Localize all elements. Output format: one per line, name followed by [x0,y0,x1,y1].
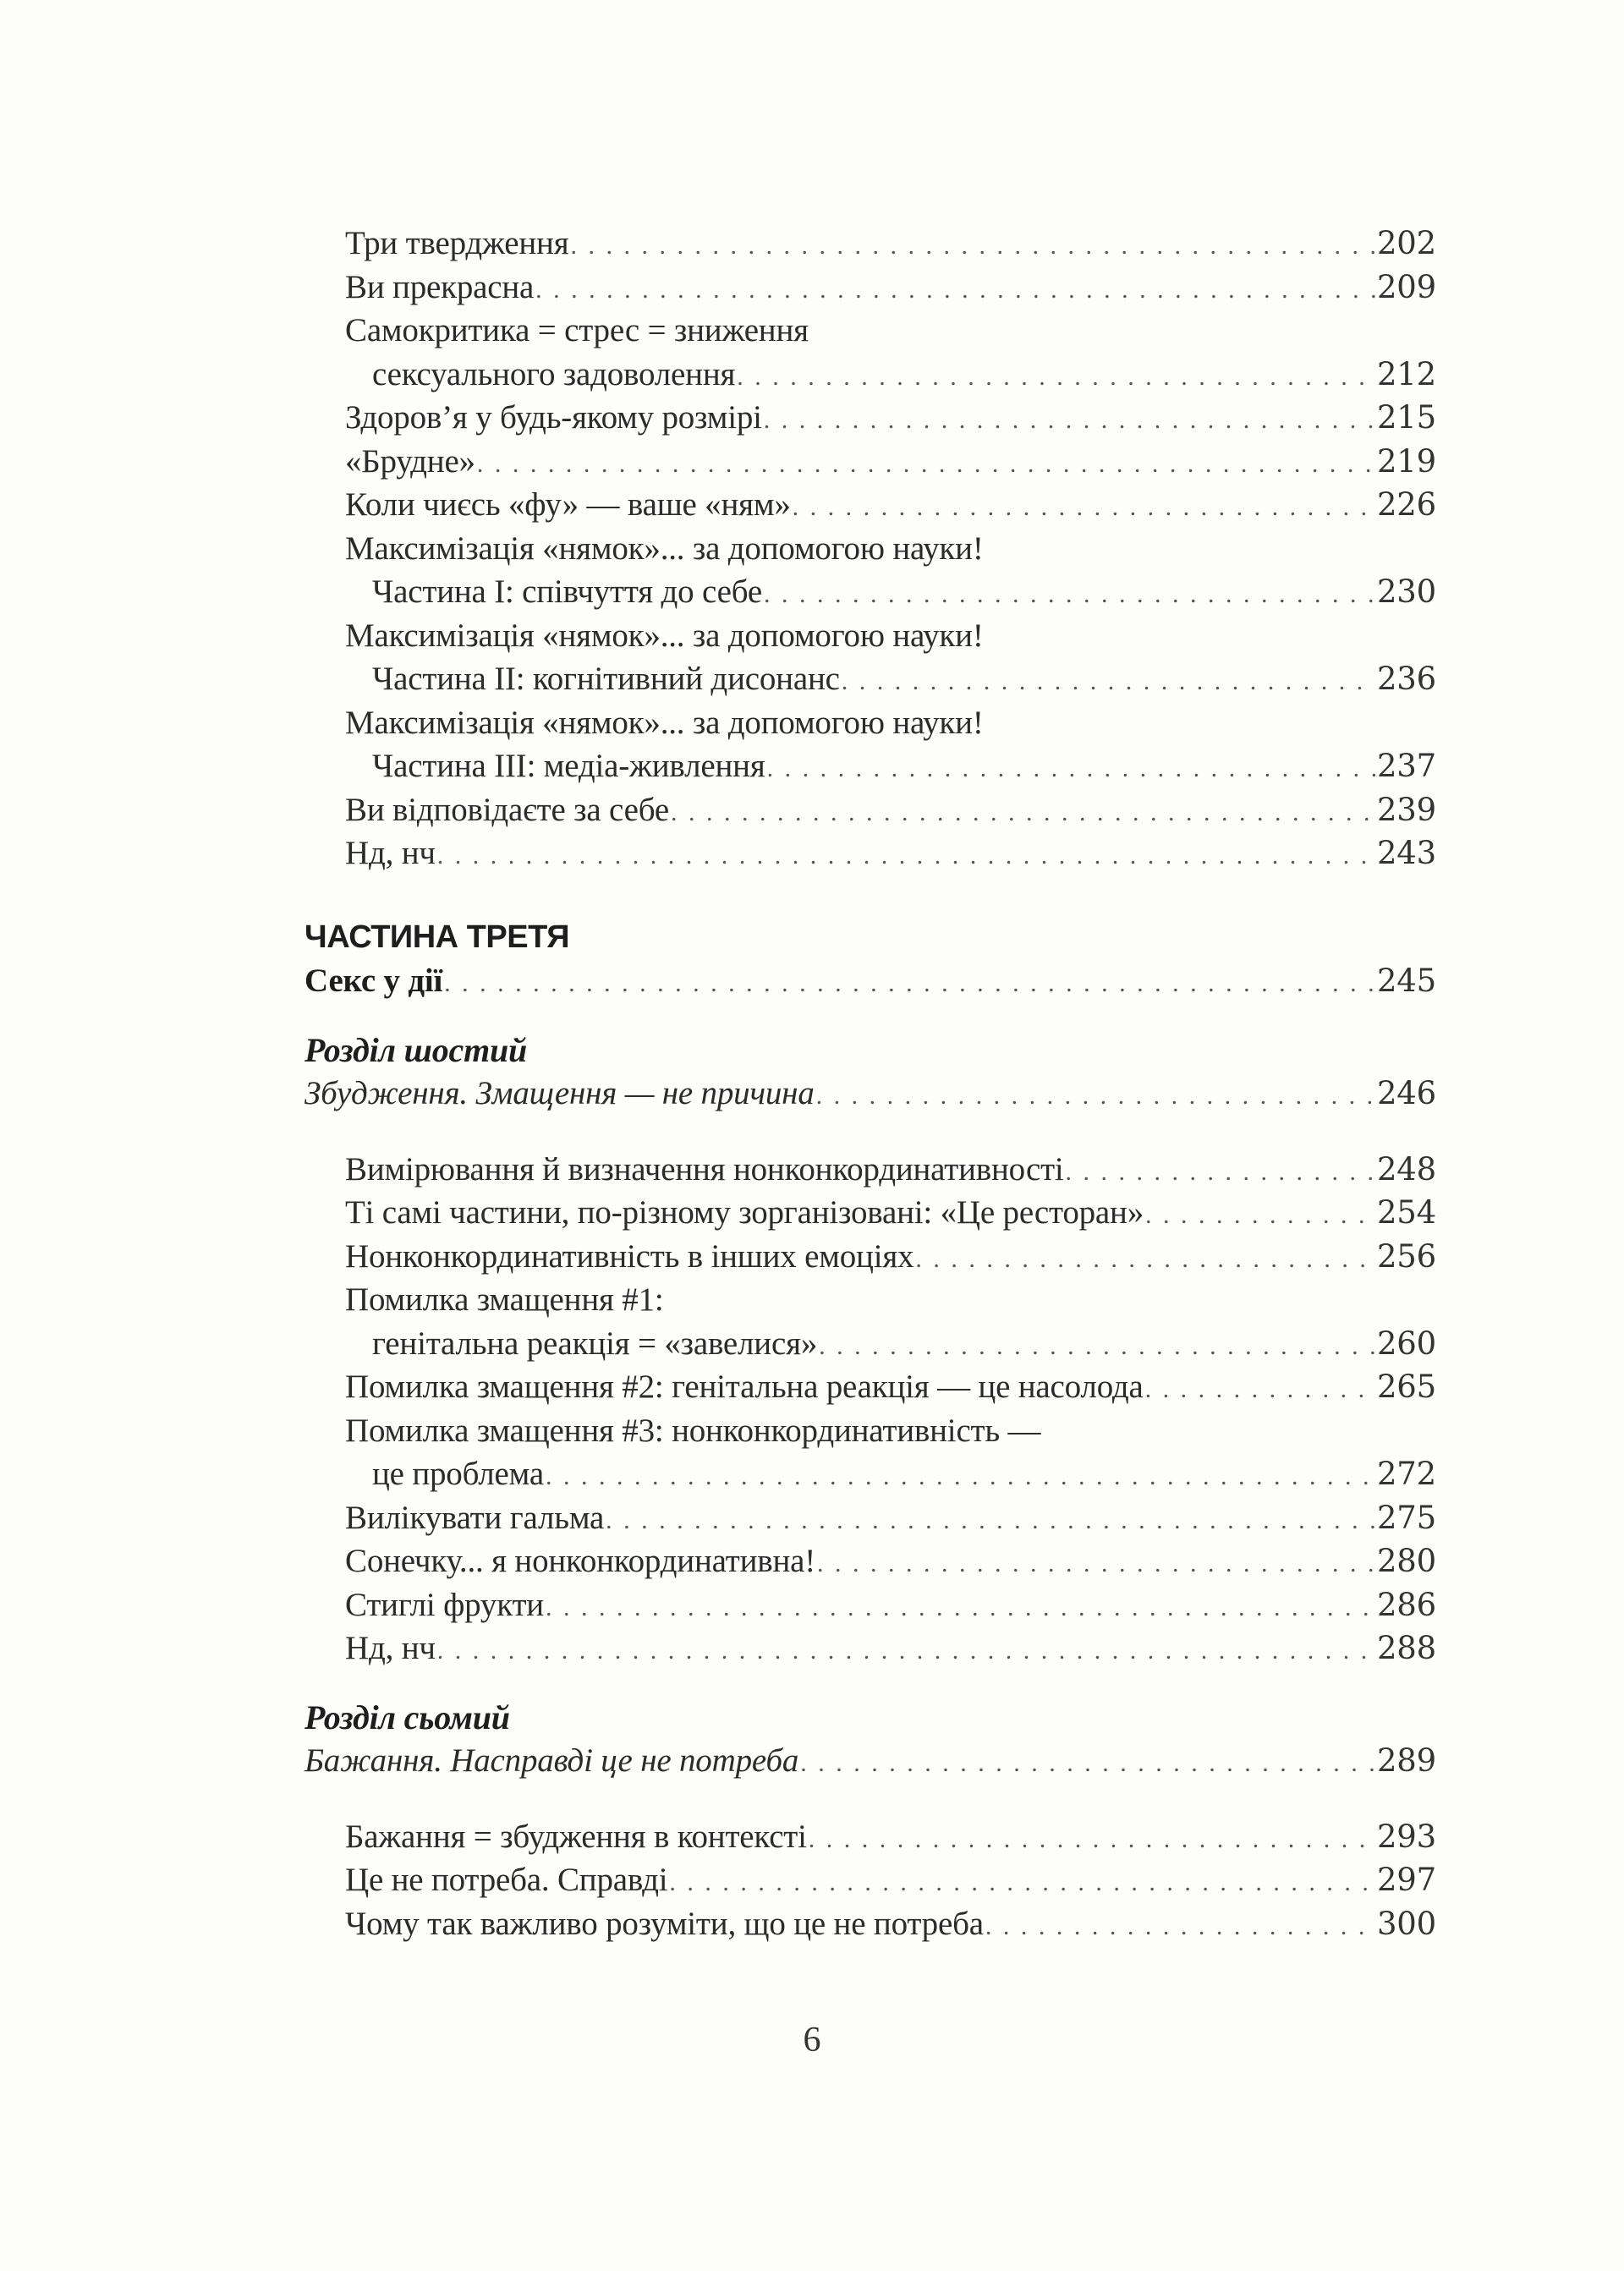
part-heading [304,916,1436,960]
dot-leader [915,1237,1375,1281]
toc-part-three [304,916,1436,1003]
toc-entry [304,222,1436,266]
toc-entry-page: 272 [1376,1456,1436,1492]
toc-entry-page: 256 [1376,1237,1436,1275]
chapter-heading-text: Розділ сьомий [304,1698,510,1736]
toc-entry [304,353,1436,397]
toc-entry-wrap [304,1278,1436,1322]
toc-entry [304,1539,1436,1583]
chapter-title: Збудження. Змащення — не причина [304,1075,815,1111]
toc-entry [304,1322,1436,1366]
chapter-title-entry [304,1739,1436,1783]
toc-entry-title: Коли чиєсь «фу» — ваше «ням» [345,486,791,523]
dot-leader [737,355,1375,399]
dot-leader [437,834,1375,878]
dot-leader [816,1074,1375,1118]
dot-leader [477,442,1375,486]
toc-entry [304,1858,1436,1902]
toc-entry-wrap [304,614,1436,658]
dot-leader [1066,1150,1375,1194]
toc-chapter-seven [304,1696,1436,1946]
toc-entry-title: Частина ІІІ: медіа-живлення [372,748,765,784]
chapter-title: Бажання. Насправді це не потреба [304,1742,799,1779]
toc-entry-title: Помилка змащення #1: [345,1281,664,1318]
toc-entry-title: генітальна реакція = «завелися» [372,1325,818,1362]
toc-entry-wrap [304,527,1436,571]
page-number: 6 [803,2021,821,2060]
toc-entry-page: 230 [1376,573,1436,610]
toc-entry-title: Чому так важливо розуміти, що це не потреба [345,1905,984,1942]
toc-entry-title: Нонконкординативність в інших емоціях [345,1237,914,1275]
part-title-entry [304,959,1436,1003]
dot-leader [669,1861,1375,1905]
toc-entry-wrap [304,309,1436,353]
toc-entry [304,788,1436,832]
toc-entry-title: Ті самі частини, по-різному зорганізовані: «Це ресторан» [345,1194,1144,1231]
dot-leader [535,268,1375,312]
toc-entry-title: Три твердження [345,225,569,261]
toc-entry-title: Максимізація «нямок»... за допомогою науки! [345,529,984,567]
toc-entry-page: 202 [1376,225,1436,261]
toc-chapter-six [304,1029,1436,1670]
dot-leader [809,1818,1375,1862]
toc-entry [304,266,1436,310]
toc-entry-title: Це не потреба. Справді [345,1862,668,1898]
toc-entry-title: Максимізація «нямок»... за допомогою науки! [345,704,984,741]
toc-entry-page: 260 [1376,1325,1436,1362]
toc-entry-title: Сонечку... я нонконкординативна! [345,1543,816,1579]
part-title: Секс у дії [304,963,443,999]
toc-entry [304,1815,1436,1859]
toc-entry [304,570,1436,614]
toc-entry-page: 297 [1376,1862,1436,1898]
toc-entry [304,1583,1436,1627]
toc-entry-page: 275 [1376,1499,1436,1536]
spacer [304,1003,1436,1029]
toc-entry-page: 226 [1376,486,1436,523]
toc-entry-page: 243 [1376,835,1436,871]
dot-leader [764,398,1375,442]
toc-entry-title: Частина І: співчуття до себе [372,573,762,610]
toc-entry [304,1452,1436,1496]
toc-entry-page: 286 [1376,1586,1436,1623]
table-of-contents [304,222,1436,1945]
toc-entry [304,1902,1436,1946]
dot-leader [437,1629,1375,1673]
toc-entry [304,1365,1436,1409]
toc-entry-page: 245 [1376,963,1436,999]
toc-entry [304,657,1436,701]
toc-entry-wrap [304,1409,1436,1453]
dot-leader [800,1742,1375,1786]
toc-entry [304,440,1436,484]
dot-leader [546,1455,1375,1499]
spacer [304,1670,1436,1696]
spacer [304,875,1436,916]
toc-entry-page: 209 [1376,268,1436,305]
dot-leader [842,660,1375,704]
toc-entry-page: 212 [1376,355,1436,392]
toc-entry-title: Нд, нч [345,1630,436,1666]
part-heading-text: ЧАСТИНА ТРЕТЯ [304,919,570,955]
toc-entry-page: 254 [1376,1194,1436,1231]
dot-leader [793,485,1375,529]
dot-leader [570,224,1375,268]
toc-entry-title: Нд, нч [345,835,436,871]
toc-entry-page: 293 [1376,1818,1436,1855]
toc-entry [304,744,1436,788]
toc-entry-title: Самокритика = стрес = зниження [345,312,809,348]
toc-entry-title: Здоров’я у будь-якому розмірі [345,399,762,436]
dot-leader [985,1905,1375,1949]
toc-entry-title: Помилка змащення #2: генітальна реакція — це насолода [345,1369,1144,1405]
toc-entry [304,1235,1436,1279]
toc-entry-title: Максимізація «нямок»... за допомогою науки! [345,617,984,654]
toc-entry-title: Помилка змащення #3: нонконкординативність — [345,1412,1041,1449]
toc-entry-page: 248 [1376,1150,1436,1188]
toc-entry-page: 265 [1376,1369,1436,1405]
toc-entry-title: «Брудне» [345,442,475,480]
toc-entry [304,483,1436,527]
toc-entry-title: Бажання = збудження в контексті [345,1818,807,1855]
toc-entry [304,1496,1436,1540]
chapter-heading [304,1029,1436,1072]
toc-entry-page: 288 [1376,1630,1436,1666]
spacer [304,1783,1436,1815]
dot-leader [606,1499,1375,1543]
toc-entry-title: Вимірювання й визначення нонконкординативності [345,1150,1064,1188]
dot-leader [546,1586,1375,1630]
dot-leader [1145,1193,1375,1237]
dot-leader [1145,1368,1375,1412]
toc-entry [304,831,1436,875]
toc-entry-page: 236 [1376,661,1436,697]
toc-entry [304,1191,1436,1235]
toc-entry-page: 215 [1376,399,1436,436]
dot-leader [767,747,1375,791]
toc-entry-page: 219 [1376,442,1436,480]
toc-block-1 [304,222,1436,875]
toc-entry-title: Ви прекрасна [345,268,535,305]
toc-entry [304,396,1436,440]
toc-entry [304,1626,1436,1670]
toc-entry-title: Стиглі фрукти [345,1586,544,1623]
toc-entry-title: сексуального задоволення [372,355,736,392]
dot-leader [819,1325,1375,1369]
chapter-heading-text: Розділ шостий [304,1030,528,1069]
toc-entry-title: Ви відповідаєте за себе [345,791,669,828]
dot-leader [764,573,1375,617]
toc-entry [304,1148,1436,1192]
chapter-heading [304,1696,1436,1740]
chapter-title-entry [304,1072,1436,1116]
toc-entry-page: 300 [1376,1905,1436,1942]
toc-entry-page: 246 [1376,1075,1436,1111]
toc-entry-page: 239 [1376,791,1436,828]
dot-leader [671,791,1375,835]
dot-leader [817,1542,1375,1586]
toc-entry-title: Вилікувати гальма [345,1499,605,1536]
dot-leader [444,962,1375,1006]
toc-entry-title: це проблема [372,1456,544,1492]
toc-entry-title: Частина ІІ: когнітивний дисонанс [372,661,840,697]
toc-entry-wrap [304,701,1436,745]
toc-entry-page: 237 [1376,748,1436,784]
toc-entry-page: 289 [1376,1742,1436,1779]
spacer [304,1116,1436,1148]
toc-entry-page: 280 [1376,1543,1436,1579]
